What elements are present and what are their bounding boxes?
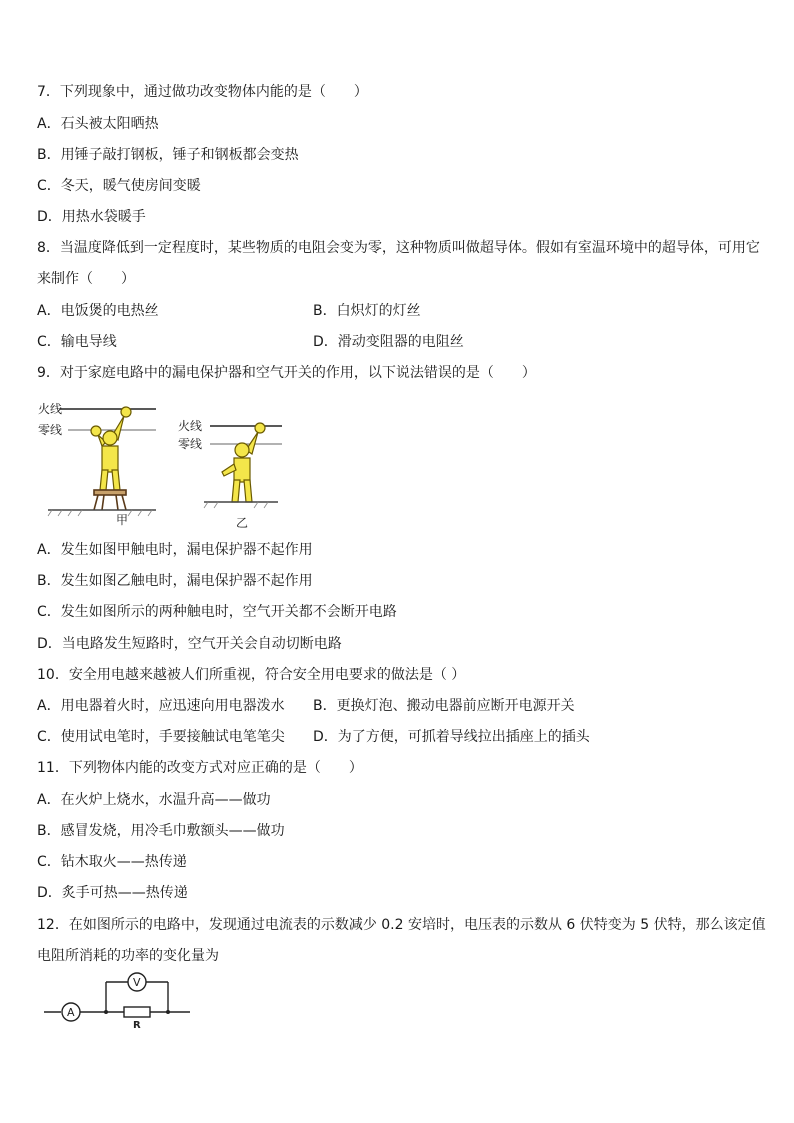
q8-option-b: B．白炽灯的灯丝 [313,303,421,319]
left-neutral-wire-label: 零线 [38,423,63,437]
q7-option-a: A．石头被太阳晒热 [37,116,159,132]
wooden-stool-icon [94,490,126,510]
q11-option-a: A．在火炉上烧水，水温升高——做功 [37,792,271,808]
voltmeter-icon [128,973,146,991]
q10-option-a: A．用电器着火时，应迅速向用电器泼水 [37,698,285,714]
q7-option-d: D．用热水袋暖手 [37,209,146,225]
right-neutral-wire-label: 零线 [178,437,203,451]
q11-option-b: B．感冒发烧，用冷毛巾敷额头——做功 [37,823,285,839]
person-on-ground-icon [222,423,265,502]
q10-option-c: C．使用试电笔时，手要接触试电笔笔尖 [37,729,285,745]
q8-stem-line2: 来制作（ ） [37,271,135,287]
q9-option-a: A．发生如图甲触电时，漏电保护器不起作用 [37,542,313,558]
q7-option-b: B．用锤子敲打钢板，锤子和钢板都会变热 [37,147,299,163]
q7-option-c: C．冬天，暖气使房间变暖 [37,178,201,194]
electric-shock-figure [38,398,288,532]
q10-option-b: B．更换灯泡、搬动电器前应断开电源开关 [313,698,575,714]
q8-stem-line1: 8．当温度降低到一定程度时，某些物质的电阻会变为零，这种物质叫做超导体。假如有室温环境中的超导体，可用它 [37,240,760,256]
q8-option-d: D．滑动变阻器的电阻丝 [313,334,464,350]
q9-option-d: D．当电路发生短路时，空气开关会自动切断电路 [37,636,342,652]
caption-yi: 乙 [236,516,249,530]
q9-option-b: B．发生如图乙触电时，漏电保护器不起作用 [37,573,313,589]
q8-option-a: A．电饭煲的电热丝 [37,303,159,319]
q7-stem: 7．下列现象中，通过做功改变物体内能的是（ ） [37,84,368,100]
q11-option-c: C．钻木取火——热传递 [37,854,187,870]
q9-option-c: C．发生如图所示的两种触电时，空气开关都不会断开电路 [37,604,397,620]
resistor-icon [124,1007,150,1028]
svg-text:A: A [67,1006,75,1019]
svg-text:V: V [133,976,141,989]
q12-stem-line1: 12．在如图所示的电路中，发现通过电流表的示数减少 0.2 安培时，电压表的示数从 6 伏特变为 5 伏特，那么该定值 [37,917,766,933]
person-on-stool-icon [91,407,131,490]
q11-stem: 11．下列物体内能的改变方式对应正确的是（ ） [37,760,363,776]
q11-option-d: D．炙手可热——热传递 [37,885,188,901]
svg-text:R: R [133,1020,141,1028]
q8-option-c: C．输电导线 [37,334,117,350]
q12-stem-line2: 电阻所消耗的功率的变化量为 [37,948,219,964]
circuit-diagram [44,968,194,1028]
q9-stem: 9．对于家庭电路中的漏电保护器和空气开关的作用，以下说法错误的是（ ） [37,365,536,381]
q10-stem: 10．安全用电越来越被人们所重视，符合安全用电要求的做法是（ ） [37,667,466,683]
caption-jia: 甲 [116,513,129,527]
ammeter-icon [62,1003,80,1021]
left-live-wire-label: 火线 [38,402,63,416]
q10-option-d: D．为了方便，可抓着导线拉出插座上的插头 [313,729,590,745]
right-live-wire-label: 火线 [178,419,203,433]
